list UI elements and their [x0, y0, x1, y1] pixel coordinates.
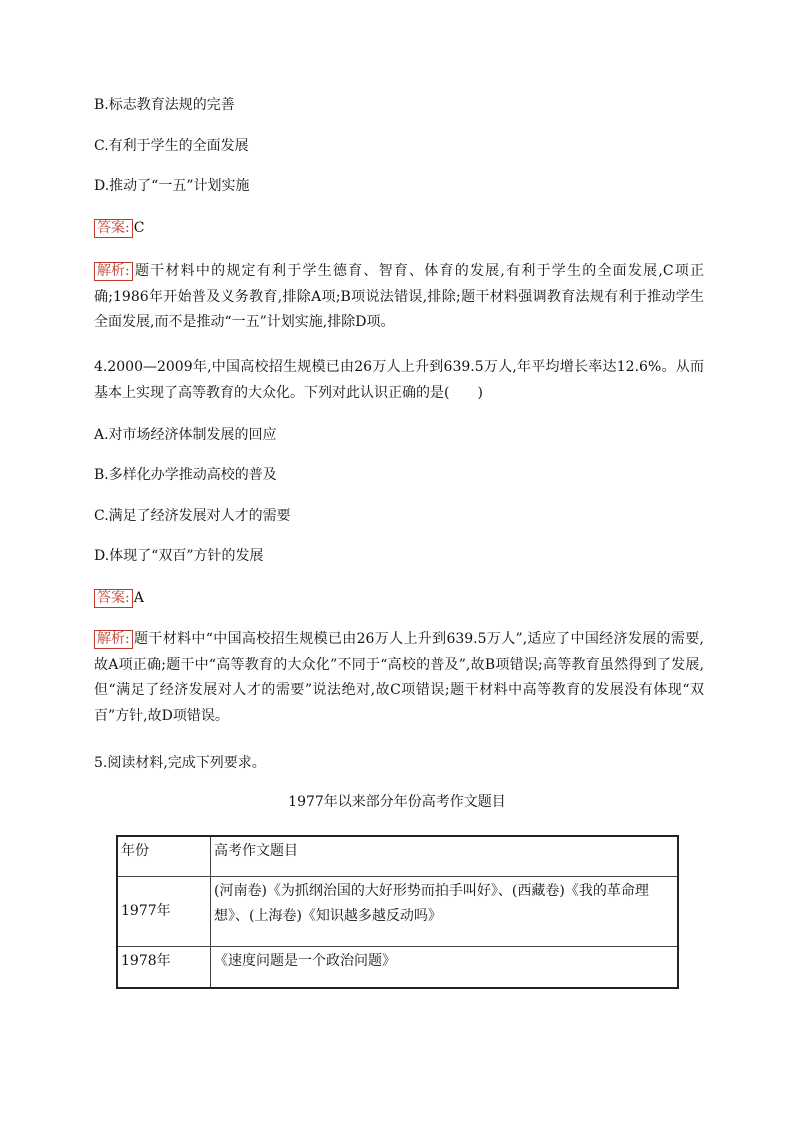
answer-value: A — [133, 590, 144, 606]
explanation-tag: 解析: — [94, 630, 133, 649]
row-year: 1977年 — [117, 876, 211, 946]
row-topic: 《速度问题是一个政治问题》 — [211, 946, 679, 988]
answer-tag: 答案: — [94, 219, 133, 238]
header-year: 年份 — [117, 836, 211, 876]
q4-option-c: C.满足了经济发展对人才的需要 — [94, 508, 291, 524]
row-topic: (河南卷)《为抓纲治国的大好形势而拍手叫好》、(西藏卷)《我的革命理想》、(上海卷)《知识越多越反动吗》 — [211, 876, 679, 946]
q4-option-d: D.体现了“双百”方针的发展 — [94, 548, 264, 564]
q3-option-c: C.有利于学生的全面发展 — [94, 138, 249, 154]
q4-answer — [94, 588, 144, 608]
table-row — [117, 946, 678, 988]
answer-tag: 答案: — [94, 589, 133, 608]
q3-option-b: B.标志教育法规的完善 — [94, 97, 235, 113]
q4-explanation — [94, 627, 704, 729]
q4-stem: 4.2000—2009年,中国高校招生规模已由26万人上升到639.5万人,年平均增长率达12.6%。从而基本上实现了高等教育的大众化。下列对此认识正确的是( ) — [94, 359, 704, 401]
row-year: 1978年 — [117, 946, 211, 988]
q4-option-a: A.对市场经济体制发展的回应 — [94, 427, 277, 443]
header-topic: 高考作文题目 — [211, 836, 679, 876]
q3-option-d: D.推动了“一五”计划实施 — [94, 178, 250, 194]
q3-answer — [94, 218, 144, 238]
answer-value: C — [133, 220, 145, 236]
explanation-text: 题干材料中的规定有利于学生德育、智育、体育的发展,有利于学生的全面发展,C项正确;1986年开始普及义务教育,排除A项;B项说法错误,排除;题干材料强调教育法规有利于推动学生全面发展,而不是推动“一五”计划实施,排除D项。 — [94, 263, 704, 330]
q4-option-b: B.多样化办学推动高校的普及 — [94, 467, 277, 483]
table-header-row — [117, 836, 678, 876]
table-row — [117, 876, 678, 946]
explanation-text: 题干材料中“中国高校招生规模已由26万人上升到639.5万人”,适应了中国经济发展的需要,故A项正确;题干中“高等教育的大众化”不同于“高校的普及”,故B项错误;高等教育虽然得到了发展,但“满足了经济发展对人才的需要”说法绝对,故C项错误;题干材料中高等教育的发展没有体现“双百”方针,故D项错误。 — [94, 631, 704, 724]
table-title: 1977年以来部分年份高考作文题目 — [288, 794, 506, 810]
q3-explanation — [94, 259, 704, 336]
explanation-tag: 解析: — [94, 262, 133, 281]
essay-topics-table — [116, 835, 679, 989]
q5-stem: 5.阅读材料,完成下列要求。 — [94, 755, 266, 771]
